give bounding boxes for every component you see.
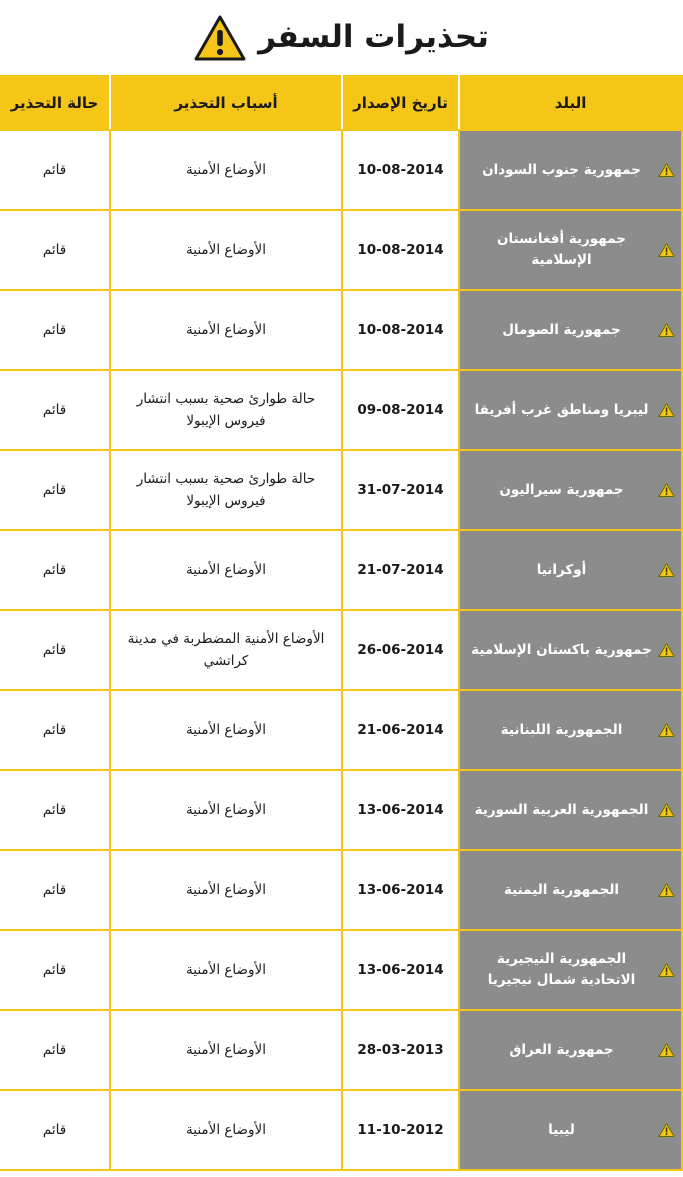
warning-triangle-icon xyxy=(658,1123,675,1138)
table-row xyxy=(0,530,682,610)
cell-country xyxy=(459,690,682,770)
cell-issue-date: 21-07-2014 xyxy=(342,530,459,610)
cell-status: قائم xyxy=(0,770,110,850)
cell-country xyxy=(459,370,682,450)
cell-country xyxy=(459,530,682,610)
table-row xyxy=(0,1090,682,1170)
cell-status: قائم xyxy=(0,130,110,210)
cell-issue-date: 09-08-2014 xyxy=(342,370,459,450)
cell-status: قائم xyxy=(0,690,110,770)
column-header-status: حالة التحذير xyxy=(0,76,110,130)
table-header-row xyxy=(0,76,682,130)
cell-country xyxy=(459,450,682,530)
cell-reason: الأوضاع الأمنية xyxy=(110,210,342,290)
cell-issue-date: 10-08-2014 xyxy=(342,290,459,370)
table-row xyxy=(0,1010,682,1090)
table-row xyxy=(0,770,682,850)
table-row xyxy=(0,610,682,690)
cell-status: قائم xyxy=(0,210,110,290)
country-label: جمهورية الصومال xyxy=(502,321,621,338)
country-label: جمهورية سيراليون xyxy=(499,481,624,498)
table-row xyxy=(0,690,682,770)
cell-country xyxy=(459,130,682,210)
column-header-date: تاريخ الإصدار xyxy=(342,76,459,130)
country-label: الجمهورية اليمنية xyxy=(503,881,620,898)
cell-issue-date: 13-06-2014 xyxy=(342,930,459,1010)
country-label: ليبريا ومناطق غرب أفريقا xyxy=(474,401,649,418)
cell-country xyxy=(459,930,682,1010)
warning-triangle-icon xyxy=(658,643,675,658)
table-body xyxy=(0,130,682,1170)
cell-reason: الأوضاع الأمنية المضطربة في مدينة كراتشي xyxy=(110,610,342,690)
warning-triangle-icon xyxy=(658,243,675,258)
cell-status: قائم xyxy=(0,370,110,450)
cell-reason: الأوضاع الأمنية xyxy=(110,850,342,930)
cell-issue-date: 31-07-2014 xyxy=(342,450,459,530)
cell-status: قائم xyxy=(0,290,110,370)
table-row xyxy=(0,370,682,450)
warning-triangle-icon xyxy=(658,403,675,418)
cell-country xyxy=(459,1090,682,1170)
cell-reason: الأوضاع الأمنية xyxy=(110,770,342,850)
cell-reason: الأوضاع الأمنية xyxy=(110,290,342,370)
cell-country xyxy=(459,210,682,290)
cell-issue-date: 10-08-2014 xyxy=(342,210,459,290)
cell-issue-date: 10-08-2014 xyxy=(342,130,459,210)
country-label: ليبيا xyxy=(548,1121,575,1138)
country-label: أوكرانيا xyxy=(536,561,587,578)
country-label: الجمهورية اللبنانية xyxy=(500,721,623,738)
warning-triangle-icon xyxy=(658,723,675,738)
cell-status: قائم xyxy=(0,930,110,1010)
cell-issue-date: 28-03-2013 xyxy=(342,1010,459,1090)
page-header xyxy=(0,0,683,75)
cell-issue-date: 13-06-2014 xyxy=(342,850,459,930)
cell-reason: الأوضاع الأمنية xyxy=(110,130,342,210)
warning-triangle-icon xyxy=(658,163,675,178)
country-label: الجمهورية العربية السورية xyxy=(474,801,649,818)
warning-triangle-icon xyxy=(658,563,675,578)
cell-reason: الأوضاع الأمنية xyxy=(110,1090,342,1170)
cell-country xyxy=(459,770,682,850)
cell-status: قائم xyxy=(0,1090,110,1170)
page-title: تحذيرات السفر xyxy=(258,19,489,55)
cell-country xyxy=(459,850,682,930)
cell-country xyxy=(459,290,682,370)
table-row xyxy=(0,850,682,930)
cell-status: قائم xyxy=(0,610,110,690)
cell-reason: الأوضاع الأمنية xyxy=(110,1010,342,1090)
cell-reason: الأوضاع الأمنية xyxy=(110,530,342,610)
country-label: جمهورية باكستان الإسلامية xyxy=(471,641,652,658)
warning-triangle-icon xyxy=(658,483,675,498)
cell-issue-date: 26-06-2014 xyxy=(342,610,459,690)
country-label: جمهورية أفغانستان الإسلامية xyxy=(497,231,626,268)
table-row xyxy=(0,930,682,1010)
cell-status: قائم xyxy=(0,1010,110,1090)
country-label: جمهورية جنوب السودان xyxy=(482,161,641,178)
warning-triangle-icon xyxy=(658,883,675,898)
travel-alerts-table xyxy=(0,75,683,1171)
warning-triangle-icon xyxy=(658,803,675,818)
column-header-country: البلد xyxy=(459,76,682,130)
cell-status: قائم xyxy=(0,850,110,930)
cell-reason: حالة طوارئ صحية بسبب انتشار فيروس الإيبولا xyxy=(110,450,342,530)
cell-status: قائم xyxy=(0,450,110,530)
cell-reason: الأوضاع الأمنية xyxy=(110,690,342,770)
cell-issue-date: 13-06-2014 xyxy=(342,770,459,850)
cell-country xyxy=(459,610,682,690)
cell-issue-date: 11-10-2012 xyxy=(342,1090,459,1170)
warning-triangle-icon xyxy=(194,15,246,61)
warning-triangle-icon xyxy=(658,963,675,978)
cell-reason: حالة طوارئ صحية بسبب انتشار فيروس الإيبولا xyxy=(110,370,342,450)
country-label: الجمهورية النيجيرية الاتحادية شمال نيجيريا xyxy=(487,951,636,988)
cell-country xyxy=(459,1010,682,1090)
cell-reason: الأوضاع الأمنية xyxy=(110,930,342,1010)
warning-triangle-icon xyxy=(658,323,675,338)
cell-issue-date: 21-06-2014 xyxy=(342,690,459,770)
table-row xyxy=(0,290,682,370)
warning-triangle-icon xyxy=(658,1043,675,1058)
column-header-reason: أسباب التحذير xyxy=(110,76,342,130)
table-row xyxy=(0,210,682,290)
country-label: جمهورية العراق xyxy=(509,1041,614,1058)
table-row xyxy=(0,450,682,530)
table-row xyxy=(0,130,682,210)
cell-status: قائم xyxy=(0,530,110,610)
